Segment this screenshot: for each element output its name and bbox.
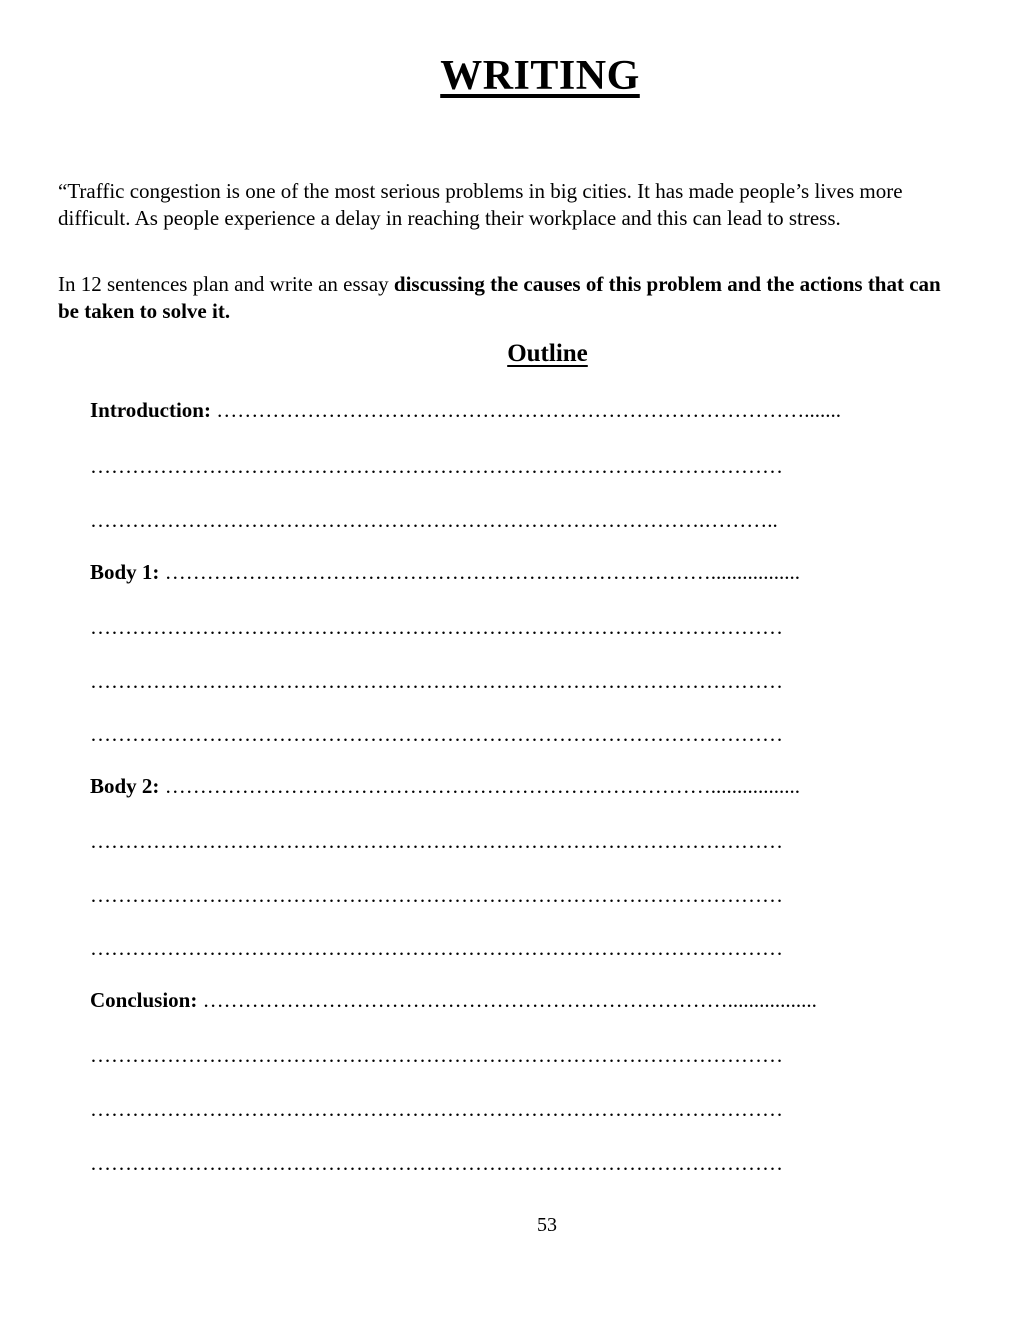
body1-blank-line[interactable]: ……………………………………………………………………………………… [90,615,783,639]
body1-label: Body 1: [90,560,160,584]
prompt-quote: “Traffic congestion is one of the most serious problems in big cities. It has made people’s lives more difficult. As people experience a delay in reaching their workplace and this can lead to stress. [58,179,903,230]
body1-blank-line[interactable]: ……………………………………………………………………………………… [90,669,783,693]
introduction-fill: …………………………………………………………………………....... [210,398,841,422]
body2-blank-line[interactable]: ……………………………………………………………………………………… [90,936,783,960]
body2-blank-line[interactable]: ……………………………………………………………………………………… [90,829,783,853]
page-title: WRITING [440,53,640,99]
conclusion-blank-line[interactable]: ……………………………………………………………………………………… [90,1043,783,1067]
conclusion-label: Conclusion: [90,988,198,1012]
body2-blank-line[interactable]: ……………………………………………………………………………………… [90,883,783,907]
introduction-label: Introduction: [90,398,211,422]
body2-fill: ……………………………………………………………………................. [159,774,800,798]
task-instruction-bold: discussing the causes of this problem and the actions that can be taken to solve it. [58,272,941,323]
body1-line[interactable] [90,559,930,585]
body2-label: Body 2: [90,774,160,798]
introduction-blank-line[interactable]: …………………………………………………………………………….……….. [90,508,778,532]
conclusion-fill: …………………………………………………………………................. [197,988,817,1012]
introduction-line[interactable] [90,397,930,423]
page-number: 53 [537,1214,557,1236]
prompt-task [58,271,963,325]
conclusion-blank-line[interactable]: ……………………………………………………………………………………… [90,1097,783,1121]
task-intro: In 12 sentences plan and write an essay [58,272,394,296]
outline-heading: Outline [507,340,588,367]
introduction-blank-line[interactable]: ……………………………………………………………………………………… [90,454,783,478]
body1-fill: ……………………………………………………………………................. [159,560,800,584]
conclusion-line[interactable] [90,987,930,1013]
body2-line[interactable] [90,773,930,799]
body1-blank-line[interactable]: ……………………………………………………………………………………… [90,722,783,746]
conclusion-blank-line[interactable]: ……………………………………………………………………………………… [90,1151,783,1175]
